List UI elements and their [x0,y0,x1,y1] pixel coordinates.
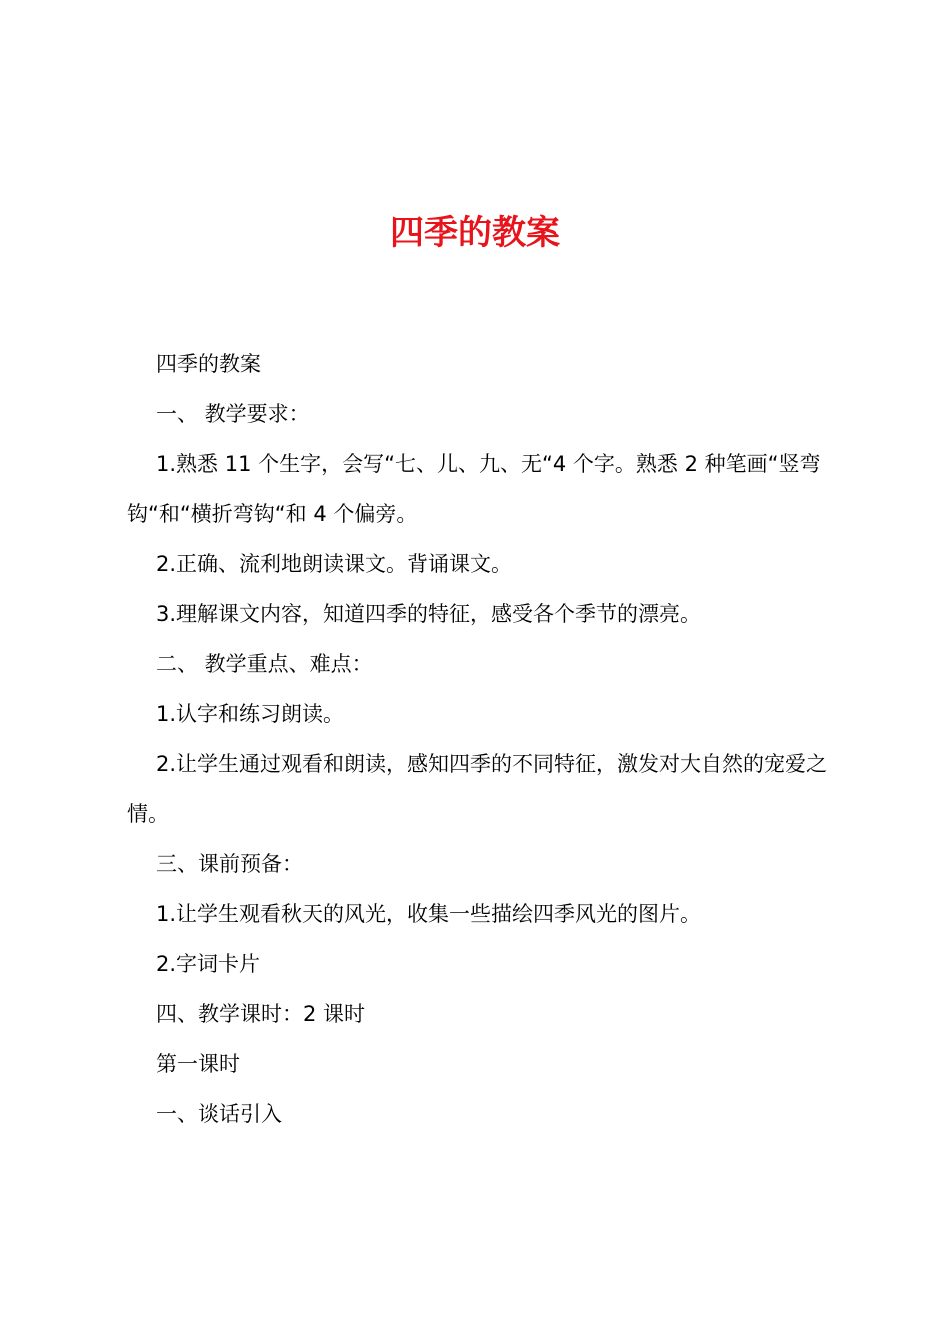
paragraph: 1.让学生观看秋天的风光，收集一些描绘四季风光的图片。 [156,902,702,926]
paragraph: 一、 教学要求： [156,402,310,426]
paragraph: 第一课时 [156,1052,240,1076]
paragraph: 2.让学生通过观看和朗读，感知四季的不同特征，激发对大自然的宠爱之情。 [127,752,828,826]
paragraph: 四季的教案 [156,352,261,376]
paragraph: 2.字词卡片 [156,952,261,976]
document-body [127,339,837,1139]
document-title: 四季的教案 [390,213,560,253]
paragraph: 1.认字和练习朗读。 [156,702,345,726]
paragraph: 三、课前预备： [156,852,303,876]
paragraph: 1.熟悉 11 个生字，会写“七、儿、九、无“4 个字。熟悉 2 种笔画“竖弯钩“和“横折弯钩“和 4 个偏旁。 [127,452,821,526]
paragraph: 二、 教学重点、难点： [156,652,373,676]
paragraph: 四、教学课时：2 课时 [156,1002,366,1026]
paragraph: 一、谈话引入 [156,1102,282,1126]
paragraph: 3.理解课文内容，知道四季的特征，感受各个季节的漂亮。 [156,602,702,626]
paragraph: 2.正确、流利地朗读课文。背诵课文。 [156,552,513,576]
